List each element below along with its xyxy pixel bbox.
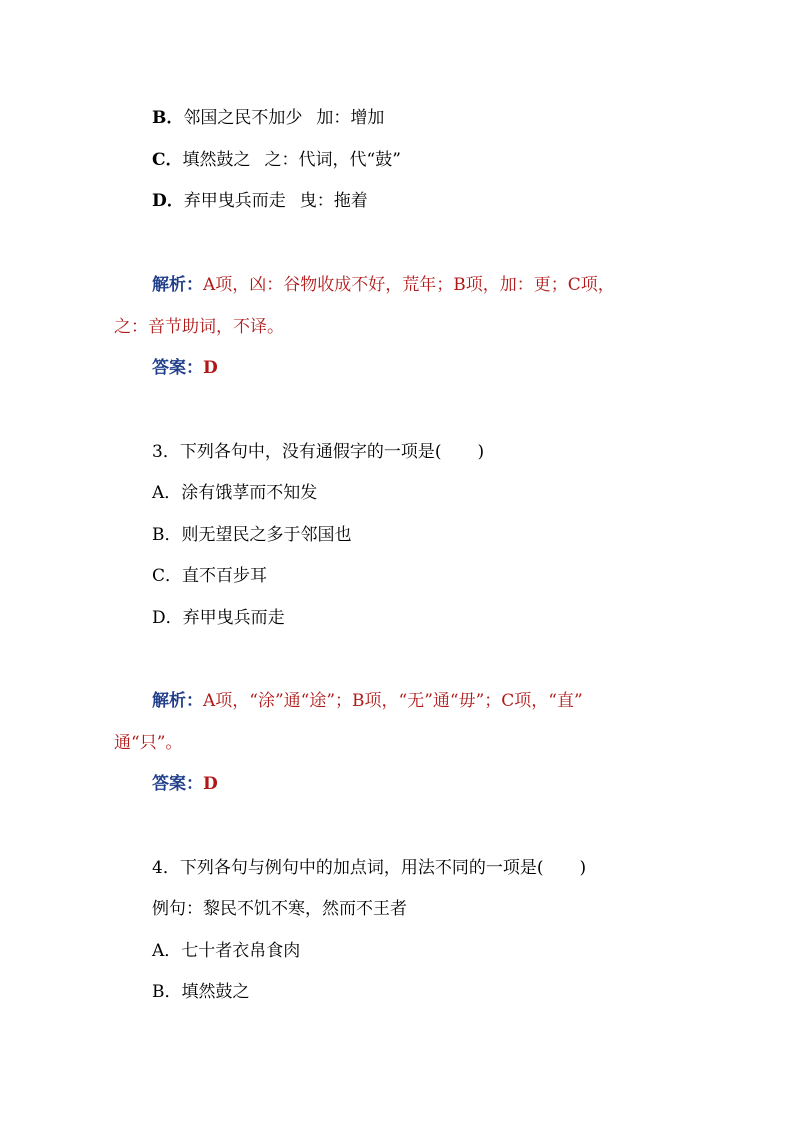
q4-option-b: B．填然鼓之 [152, 982, 250, 1002]
q2-answer-label: 答案： [152, 358, 203, 378]
q2-analysis-label: 解析： [152, 275, 203, 295]
q3-stem-close: ) [477, 442, 485, 462]
q3-answer-label: 答案： [152, 774, 203, 794]
q3-analysis-label: 解析： [152, 691, 203, 711]
q2-option-d [152, 190, 368, 212]
q2-analysis-text-1: A项，凶：谷物收成不好，荒年；B项，加：更；C项， [203, 275, 615, 295]
q3-stem [152, 441, 484, 463]
q4-option-a: A．七十者衣帛食肉 [152, 941, 301, 961]
q3-option-d: D．弃甲曳兵而走 [152, 608, 285, 628]
q2-option-b-text: 邻国之民不加少 [183, 108, 303, 128]
q3-stem-text: 3．下列各句中，没有通假字的一项是( [152, 442, 442, 462]
q3-answer [152, 773, 218, 795]
q2-option-c-text: 填然鼓之 [182, 150, 251, 170]
q2-option-c-letter: C． [152, 150, 183, 170]
q3-analysis-text-1: A项，“涂”通“途”；B项，“无”通“毋”；C项，“直” [203, 691, 583, 711]
q2-option-b [152, 107, 384, 129]
q4-example: 例句：黎民不饥不寒，然而不王者 [152, 899, 407, 919]
q2-option-d-text: 弃甲曳兵而走 [183, 191, 286, 211]
q3-answer-value: D [203, 774, 218, 794]
q3-analysis-text-2: 通“只”。 [114, 733, 183, 753]
q2-analysis-text-2: 之：音节助词，不译。 [114, 317, 284, 337]
q4-stem-close: ) [579, 858, 587, 878]
q2-option-b-note: 加：增加 [316, 108, 385, 128]
q3-option-b: B．则无望民之多于邻国也 [152, 525, 352, 545]
q3-analysis-line-2 [114, 732, 182, 754]
q2-option-c [152, 149, 401, 171]
q2-option-d-note: 曳：拖着 [299, 191, 368, 211]
q2-analysis-line-2 [114, 316, 284, 338]
q4-stem [152, 857, 586, 879]
q2-option-c-note: 之：代词，代“鼓” [264, 150, 401, 170]
q2-analysis-line-1 [152, 274, 615, 296]
q2-answer [152, 357, 218, 379]
q3-analysis-line-1 [152, 690, 583, 712]
q2-answer-value: D [203, 358, 218, 378]
q2-option-b-letter: B． [152, 108, 184, 128]
q3-option-c: C．直不百步耳 [152, 566, 268, 586]
q3-option-a: A．涂有饿莩而不知发 [152, 483, 318, 503]
q2-option-d-letter: D． [152, 191, 184, 211]
q4-stem-text: 4．下列各句与例句中的加点词，用法不同的一项是( [152, 858, 544, 878]
